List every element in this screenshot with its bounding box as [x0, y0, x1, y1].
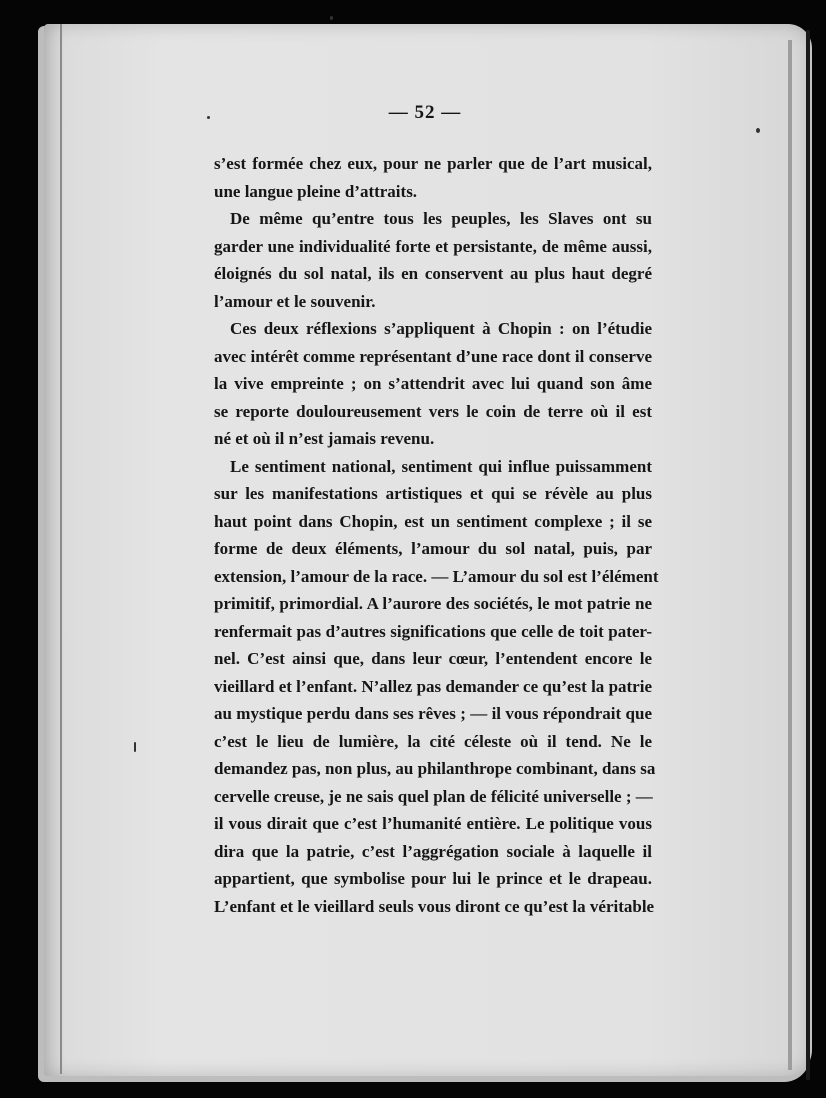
- text-line: haut point dans Chopin, est un sentiment complexe ; il se: [214, 511, 652, 531]
- text-line: l’amour et le souvenir.: [214, 291, 376, 311]
- text-line: De même qu’entre tous les peuples, les Slaves ont su: [230, 209, 652, 228]
- text-line: appartient, que symbolise pour lui le prince et le drapeau.: [214, 869, 652, 888]
- text-line: nel. C’est ainsi que, dans leur cœur, l’entendent encore le: [214, 649, 652, 668]
- text-line: il vous dirait que c’est l’humanité entière. Le politique vous: [214, 814, 652, 833]
- body-text: [214, 150, 659, 920]
- text-line: la vive empreinte ; on s’attendrit avec lui quand son âme: [214, 374, 652, 393]
- page-outer-edge: [806, 30, 810, 1080]
- page-number: — 52 —: [388, 102, 462, 123]
- text-line: au mystique perdu dans ses rêves ; — il vous répondrait que: [214, 704, 652, 723]
- ink-speck: [756, 128, 760, 133]
- text-line: c’est le lieu de lumière, la cité céleste où il tend. Ne le: [214, 731, 652, 751]
- ink-speck: [330, 16, 333, 20]
- paragraph: [214, 315, 652, 453]
- text-line: Le sentiment national, sentiment qui influe puissamment: [230, 456, 652, 476]
- text-line: vieillard et l’enfant. N’allez pas demander ce qu’est la patrie: [214, 676, 652, 696]
- text-line: extension, l’amour de la race. — L’amour du sol est l’élément: [214, 566, 659, 586]
- ink-speck: [207, 116, 210, 119]
- text-line: forme de deux éléments, l’amour du sol natal, puis, par: [214, 539, 652, 558]
- text-line: garder une individualité forte et persistante, de même aussi,: [214, 236, 652, 256]
- text-line: L’enfant et le vieillard seuls vous diront ce qu’est la véritable: [214, 896, 655, 916]
- text-line: s’est formée chez eux, pour ne parler que de l’art musical,: [214, 154, 652, 173]
- paragraph: [214, 205, 652, 315]
- text-line: une langue pleine d’attraits.: [214, 181, 418, 201]
- text-line: cervelle creuse, je ne sais quel plan de félicité universelle ; —: [214, 786, 653, 806]
- text-line: né et où il n’est jamais revenu.: [214, 429, 435, 448]
- ink-speck: [134, 742, 136, 752]
- text-line: dira que la patrie, c’est l’aggrégation sociale à laquelle il: [214, 841, 652, 861]
- text-line: éloignés du sol natal, ils en conservent au plus haut degré: [214, 264, 652, 283]
- text-line: se reporte douloureusement vers le coin de terre où il est: [214, 401, 652, 421]
- text-line: demandez pas, non plus, au philanthrope combinant, dans sa: [214, 759, 656, 778]
- text-line: sur les manifestations artistiques et qui se révèle au plus: [214, 484, 652, 503]
- text-line: avec intérêt comme représentant d’une race dont il conserve: [214, 346, 652, 366]
- paragraph: [214, 453, 659, 921]
- text-line: Ces deux réflexions s’appliquent à Chopin : on l’étudie: [230, 319, 652, 338]
- page-binding-edge: [60, 24, 62, 1074]
- text-line: renfermait pas d’autres significations que celle de toit pater-: [214, 621, 652, 641]
- paragraph: [214, 150, 652, 205]
- page-right-edge: [788, 40, 792, 1070]
- text-line: primitif, primordial. A l’aurore des sociétés, le mot patrie ne: [214, 594, 652, 613]
